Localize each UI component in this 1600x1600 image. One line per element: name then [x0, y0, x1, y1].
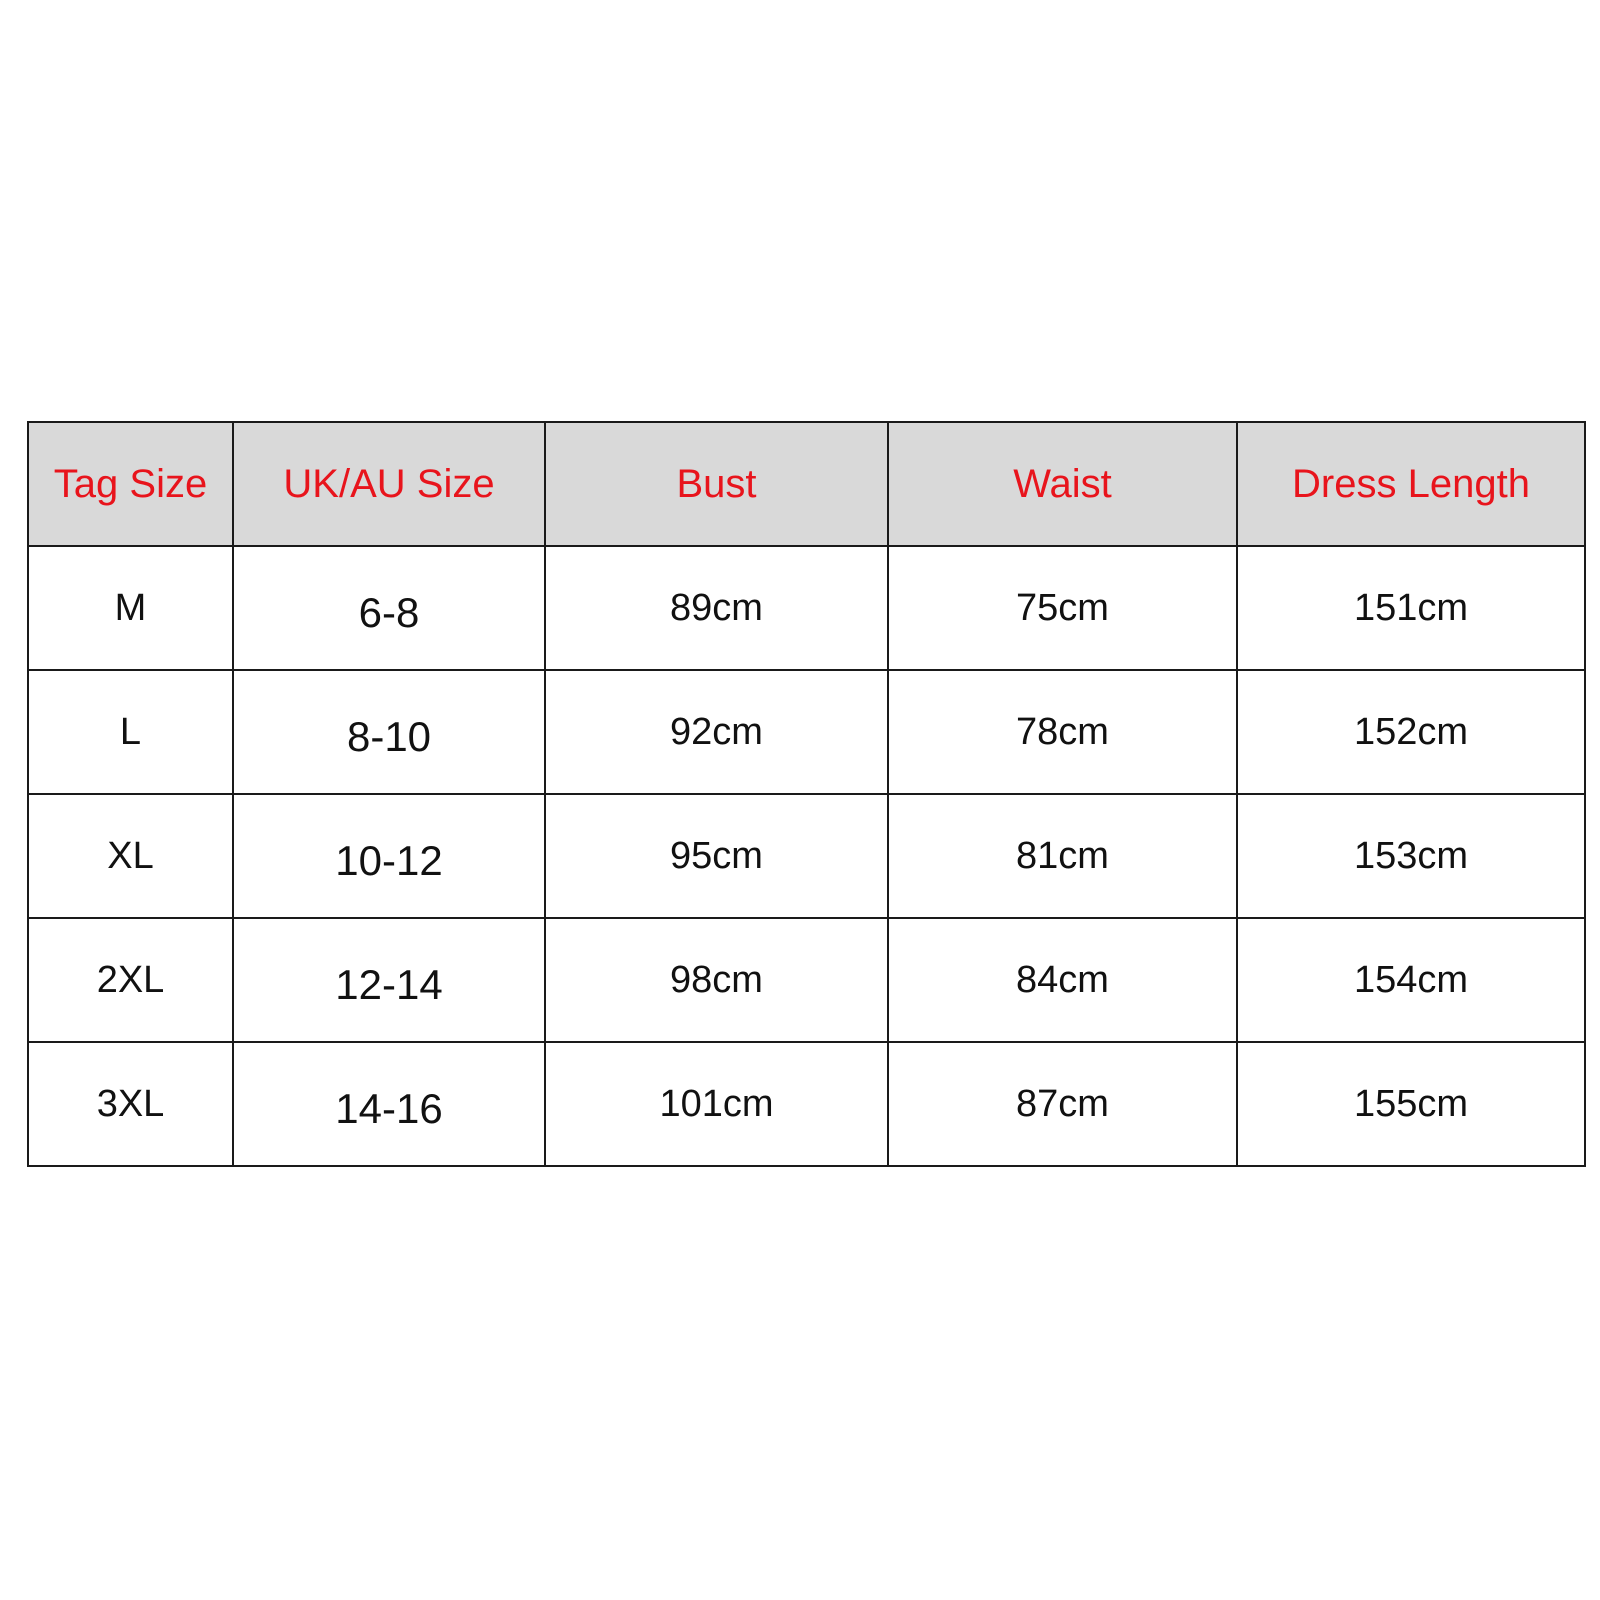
cell-dress-length: 155cm	[1237, 1042, 1585, 1166]
cell-uk-au-size: 6-8	[233, 546, 545, 670]
table-row	[28, 670, 1585, 794]
table-row	[28, 794, 1585, 918]
cell-dress-length: 151cm	[1237, 546, 1585, 670]
cell-tag-size: M	[28, 546, 233, 670]
table-row	[28, 1042, 1585, 1166]
cell-tag-size: 3XL	[28, 1042, 233, 1166]
header-waist: Waist	[888, 422, 1237, 546]
cell-tag-size: 2XL	[28, 918, 233, 1042]
cell-waist: 75cm	[888, 546, 1237, 670]
size-chart-body	[28, 546, 1585, 1166]
size-chart-header	[28, 422, 1585, 546]
cell-waist: 87cm	[888, 1042, 1237, 1166]
table-row	[28, 918, 1585, 1042]
cell-waist: 84cm	[888, 918, 1237, 1042]
header-dress-length: Dress Length	[1237, 422, 1585, 546]
cell-dress-length: 153cm	[1237, 794, 1585, 918]
table-row	[28, 546, 1585, 670]
header-tag-size: Tag Size	[28, 422, 233, 546]
cell-dress-length: 152cm	[1237, 670, 1585, 794]
cell-uk-au-size: 12-14	[233, 918, 545, 1042]
cell-tag-size: XL	[28, 794, 233, 918]
cell-waist: 78cm	[888, 670, 1237, 794]
cell-bust: 89cm	[545, 546, 888, 670]
cell-waist: 81cm	[888, 794, 1237, 918]
cell-bust: 95cm	[545, 794, 888, 918]
cell-bust: 98cm	[545, 918, 888, 1042]
size-chart-table	[27, 421, 1586, 1167]
cell-uk-au-size: 14-16	[233, 1042, 545, 1166]
cell-uk-au-size: 10-12	[233, 794, 545, 918]
header-row	[28, 422, 1585, 546]
cell-uk-au-size: 8-10	[233, 670, 545, 794]
cell-bust: 92cm	[545, 670, 888, 794]
header-uk-au-size: UK/AU Size	[233, 422, 545, 546]
cell-dress-length: 154cm	[1237, 918, 1585, 1042]
cell-bust: 101cm	[545, 1042, 888, 1166]
cell-tag-size: L	[28, 670, 233, 794]
header-bust: Bust	[545, 422, 888, 546]
